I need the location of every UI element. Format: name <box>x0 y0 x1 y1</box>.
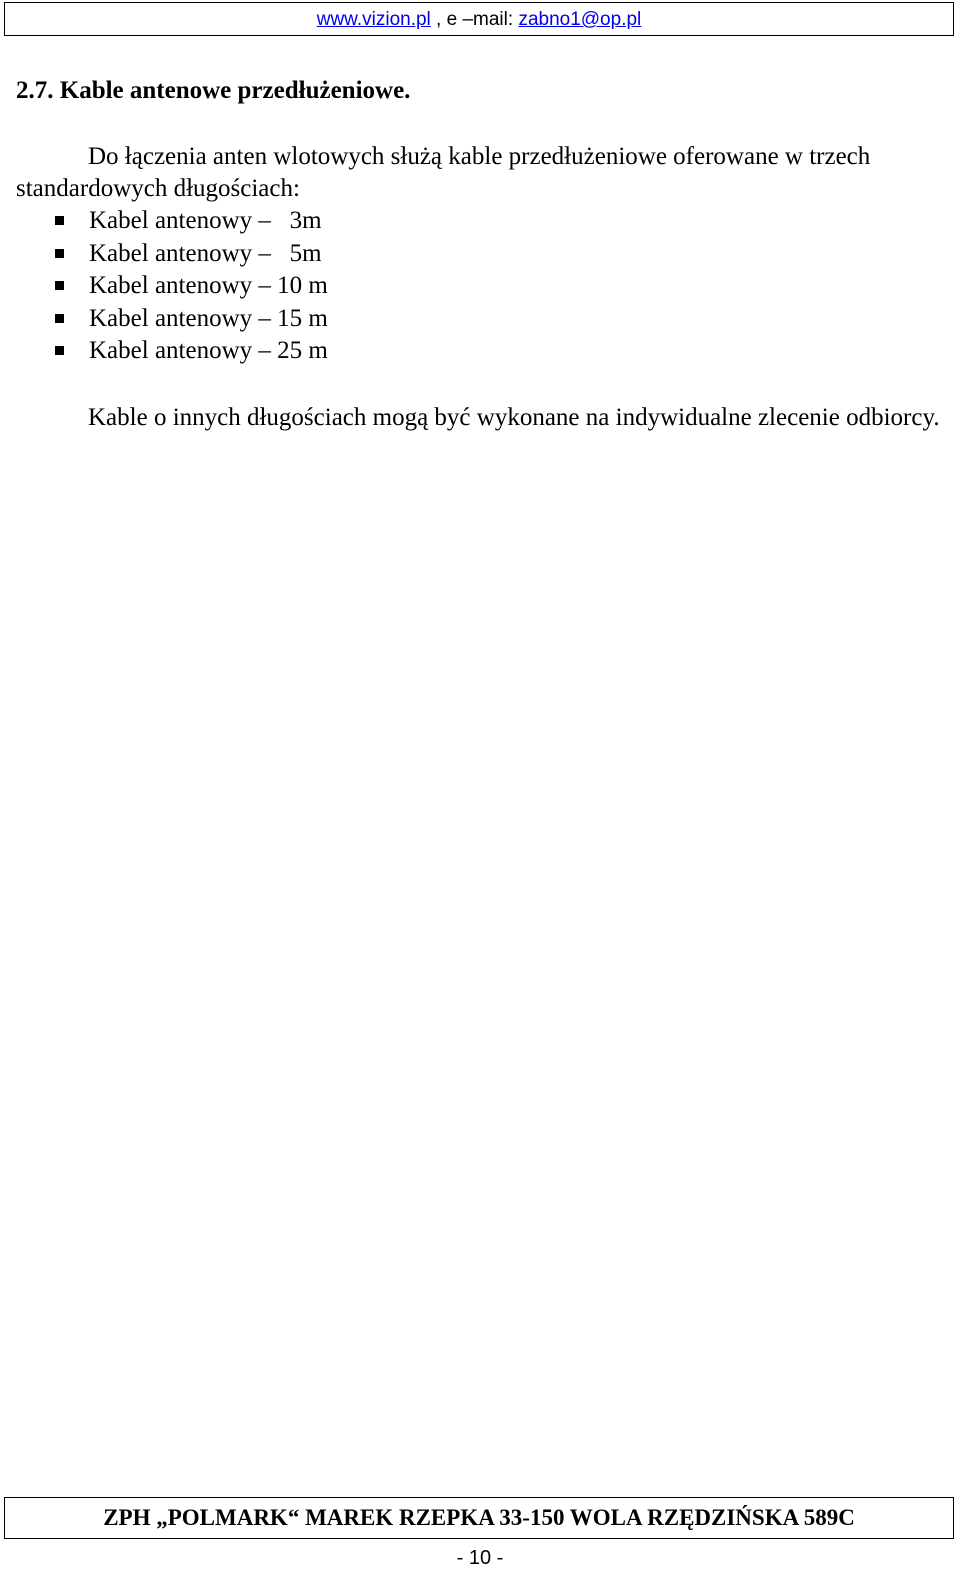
page-number: - 10 - <box>456 1547 504 1569</box>
page-footer <box>4 1497 954 1539</box>
list-item-text: Kabel antenowy – 10 m <box>89 272 328 300</box>
website-link[interactable]: www.vizion.pl <box>316 9 431 30</box>
list-item <box>16 205 328 238</box>
closing-paragraph: Kable o innych długościach mogą być wykonane na indywidualne zlecenie odbiorcy. <box>88 404 940 431</box>
square-bullet-icon <box>55 314 64 323</box>
square-bullet-icon <box>55 281 64 290</box>
email-label: , e –mail: <box>430 9 519 30</box>
page-header <box>4 2 954 36</box>
footer-company: ZPH „POLMARK“ MAREK RZEPKA 33-150 WOLA RZĘDZIŃSKA 589C <box>103 1505 855 1530</box>
list-item-text: Kabel antenowy – 15 m <box>89 304 328 332</box>
intro-paragraph: Do łączenia anten wlotowych służą kable przedłużeniowe oferowane w trzech standardowych długościach: <box>16 143 871 202</box>
email-link[interactable]: zabno1@op.pl <box>518 9 642 30</box>
list-item-text: Kabel antenowy – 5m <box>89 239 322 267</box>
list-item <box>16 238 328 271</box>
square-bullet-icon <box>55 346 64 355</box>
list-item-text: Kabel antenowy – 25 m <box>89 337 328 365</box>
list-item <box>16 303 328 336</box>
section-title: 2.7. Kable antenowe przedłużeniowe. <box>16 77 411 104</box>
list-item <box>16 270 328 303</box>
cable-length-list <box>16 205 328 368</box>
list-item-text: Kabel antenowy – 3m <box>89 207 322 234</box>
square-bullet-icon <box>55 249 64 258</box>
list-item <box>16 335 328 368</box>
square-bullet-icon <box>55 216 64 225</box>
